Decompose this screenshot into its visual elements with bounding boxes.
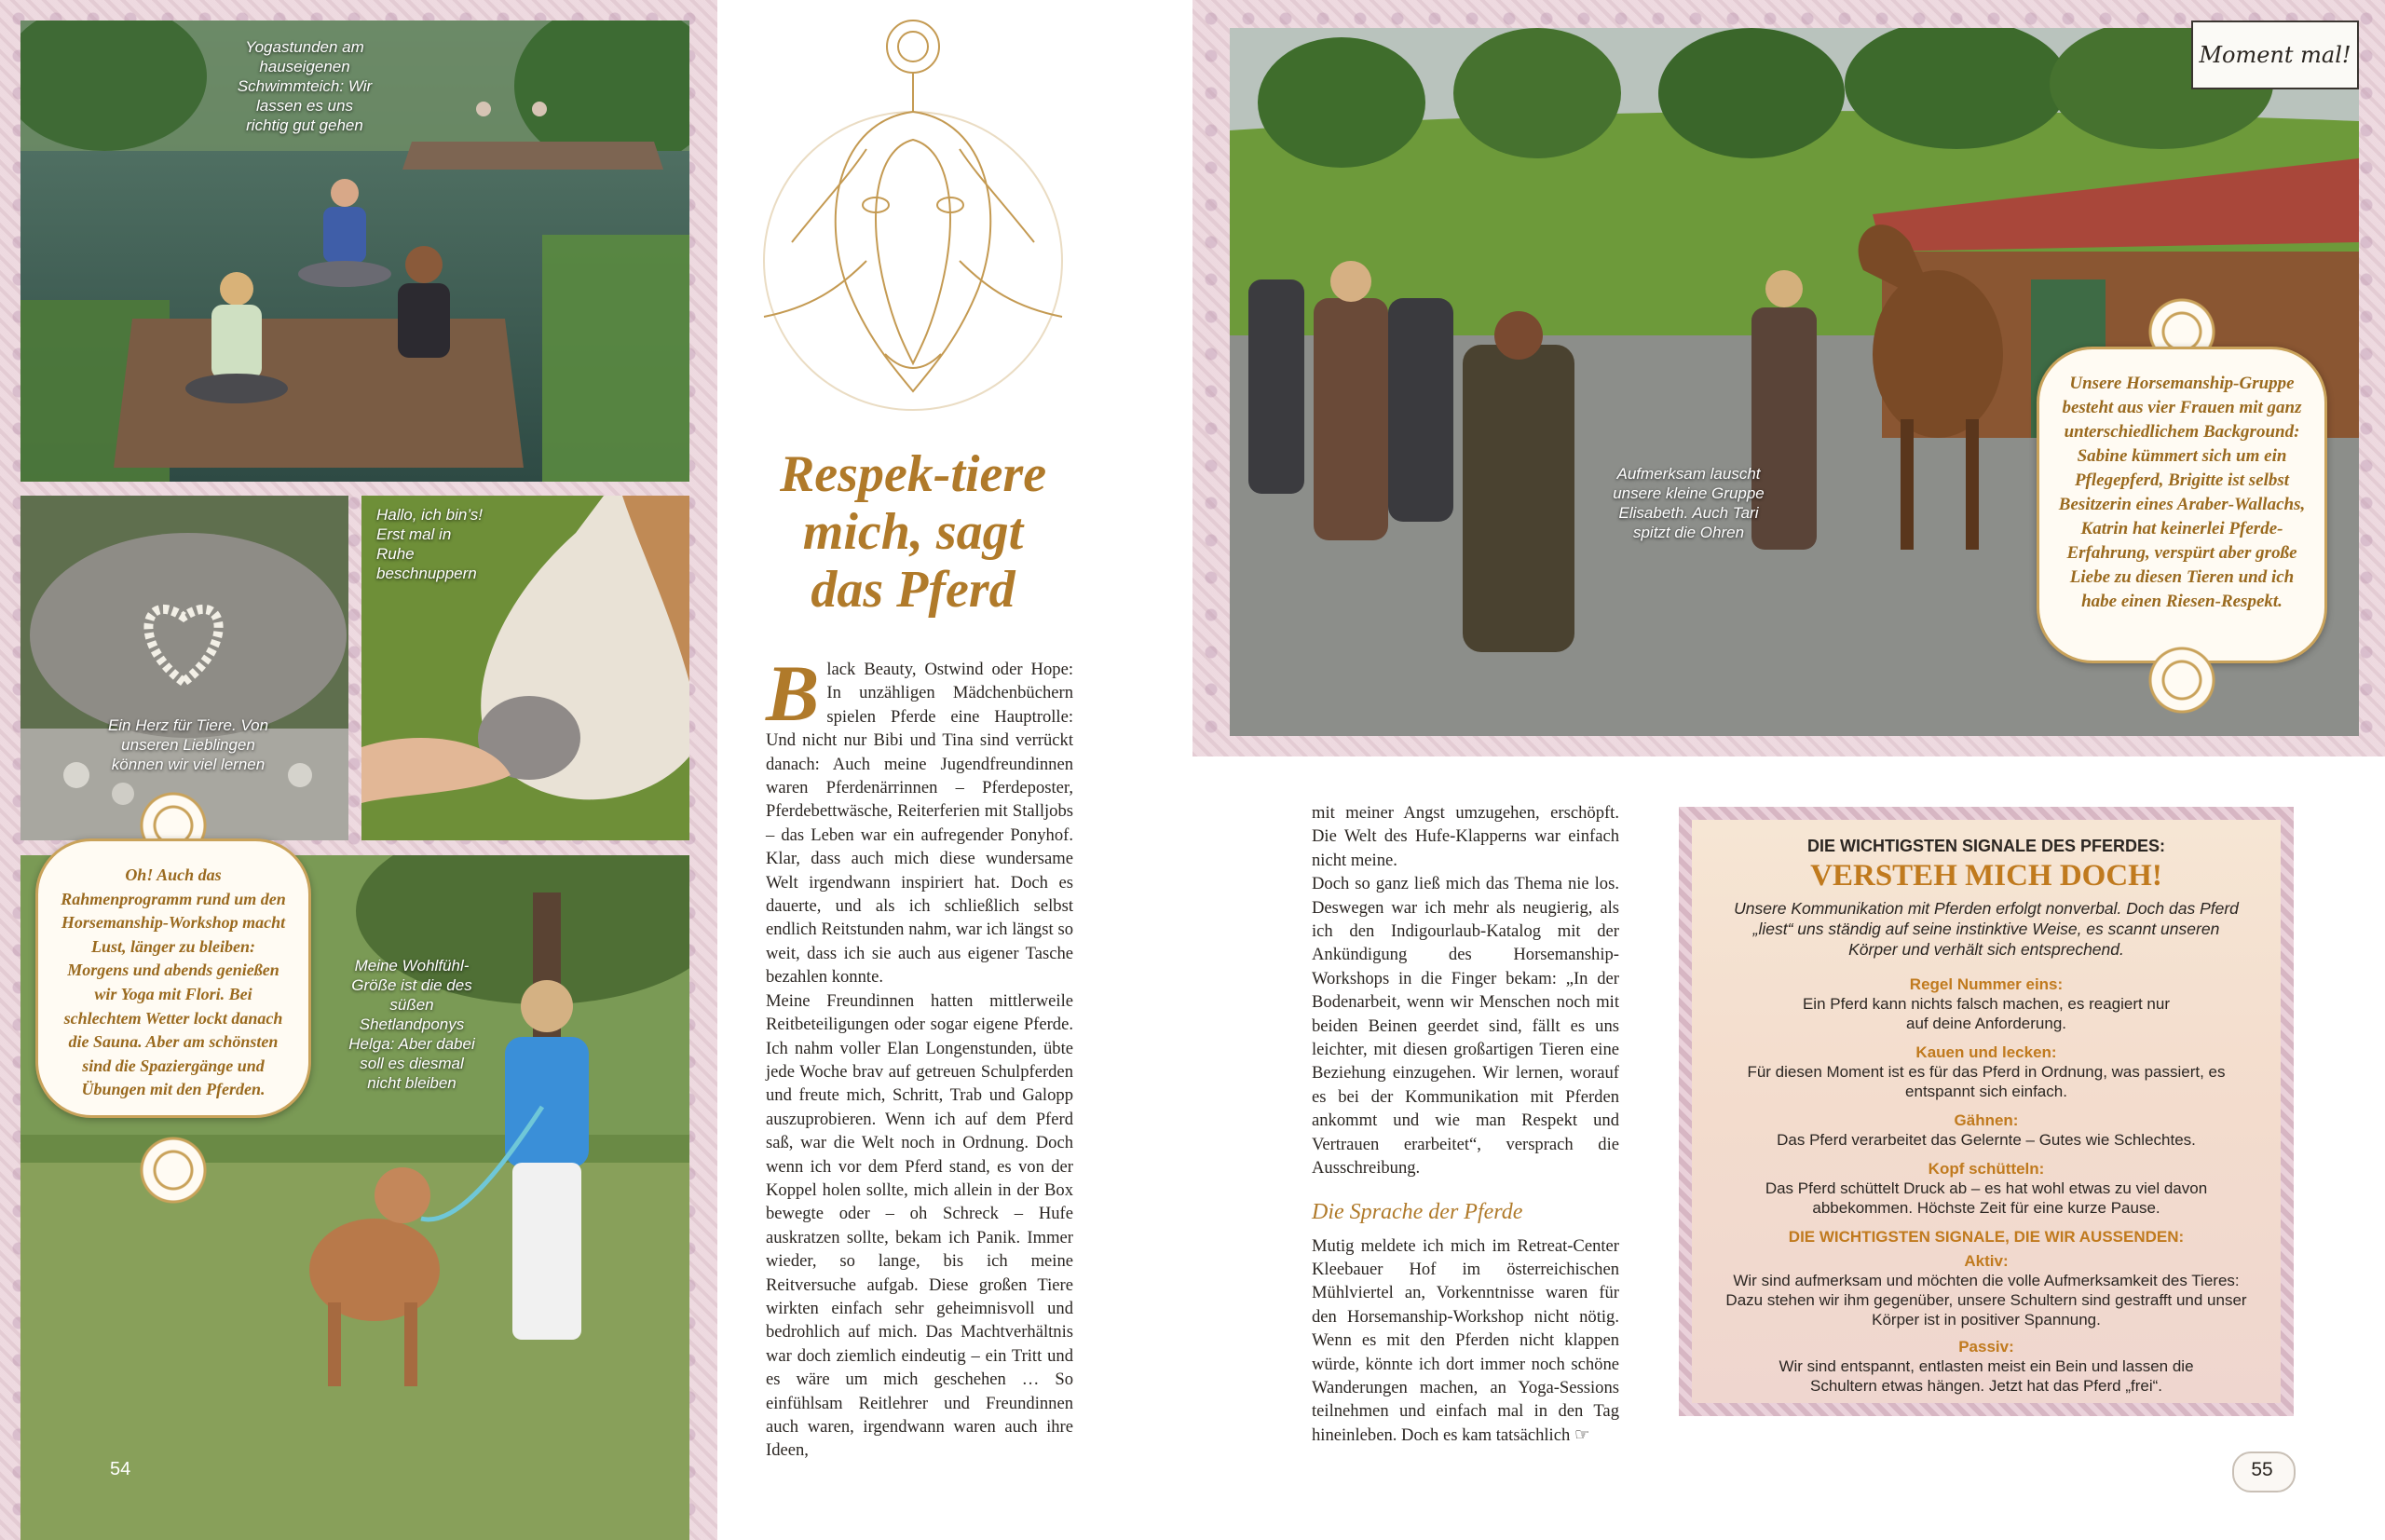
headline-line-1: Respek-tiere: [779, 445, 1047, 503]
signal-block-3: [1709, 1111, 2264, 1150]
signal-block-4: [1709, 1159, 2264, 1218]
continue-arrow-icon: ☞: [1574, 1424, 1590, 1445]
signal-heading-4: Kopf schütteln:: [1928, 1160, 2045, 1178]
page-number-left: 54: [110, 1459, 131, 1479]
left-info-bubble: [35, 838, 311, 1118]
info-box-kicker: DIE WICHTIGSTEN SIGNALE DES PFERDES:: [1806, 837, 2166, 855]
signal-text-1: Ein Pferd kann nichts falsch machen, es reagiert nur auf deine Anforderung.: [1802, 995, 2171, 1032]
col1-lead-paragraph: lack Beauty, Ostwind oder Hope: In unzähligen Mädchenbüchern spielen Pferde eine Hauptrolle: Und nicht nur Bibi und Tina sind verrückt danach: Auch meine Jugendfreundinnen waren Pferdenärrinnen – Pferdeposter, Pferdebettwäsche, Reiterferien mit Stalljobs – das Leben war ein aufregender Ponyhof. Klar, dass auch mich diese wundersame Welt irgendwann inspiriert hat. Doch es dauerte, und als ich schließlich selbst endlich Reitstunden nahm, war ich längst so weit, dass ich sie auch aus eigener Tasche bezahlen konnte.: [766, 660, 1073, 988]
signal-text-3: Das Pferd verarbeitet das Gelernte – Gutes wie Schlechtes.: [1777, 1131, 2196, 1149]
signals-info-box: [1679, 807, 2294, 1416]
article-column-1: [766, 648, 1073, 1463]
page-number-right: 55: [2251, 1459, 2273, 1480]
info-box-section-2-heading: DIE WICHTIGSTEN SIGNALE, DIE WIR AUSSENDEN:: [1788, 1228, 2185, 1246]
right-bubble-mandala-bottom: [2145, 643, 2219, 717]
caption-pony: Meine Wohlfühl-Größe ist die des süßen Shetlandponys Helga: Aber dabei soll es diesmal nicht bleiben: [348, 957, 475, 1092]
right-info-bubble: [2037, 347, 2327, 663]
signal-text-6: Wir sind entspannt, entlasten meist ein Bein und lassen die Schultern etwas hängen. Jetzt hat das Pferd „frei“.: [1779, 1357, 2194, 1395]
caption-heart: Ein Herz für Tiere. Von unseren Lieblingen können wir viel lernen: [107, 716, 269, 773]
signal-block-5: [1709, 1251, 2264, 1329]
signal-block-6: [1709, 1337, 2264, 1396]
col1-paragraph-2: Meine Freundinnen hatten mittlerweile Reitbeteiligungen oder sogar eigene Pferde. Ich nahm voller Elan Longenstunden, übte jede Woche brav auf getreuen Schulpferden und freute mich, Schritt, Trab und Galopp auszuprobieren. Wenn ich auf dem Pferd saß, war die Welt noch in Ordnung. Doch wenn ich vor dem Pferd stand, es von der Koppel holen sollte, mich allein in der Box bewegte oder – oh Schreck – Hufe auskratzen sollte, bekam ich Panik. Immer wieder, so lange, bis ich meine Reitversuche aufgab. Diese großen Tiere wirkten einfach sehr geheimnisvoll und bedrohlich auf mich. Das Machtverhältnis war doch ziemlich eindeutig – ein Tritt und es wäre um mich geschehen … So einfühlsam Reitlehrer und Freundinnen auch waren, irgendwann waren auch ihre Ideen,: [766, 990, 1073, 1461]
col2-paragraph-2: Doch so ganz ließ mich das Thema nie los. Deswegen war ich mehr als neugierig, als ich den Indigourlaub-Katalog mit der Ankündigung des Horsemanship-Workshops in die Finger bekam: „In der Bodenarbeit, wenn wir Menschen noch mit beiden Beinen geerdet sind, fällt es uns leichter, mit diesen großartigen Tieren eine Beziehung einzugehen. Wir lernen, worauf es bei der Kommunikation mit Pferden ankommt und wie man Respekt und Vertrauen erarbeitet“, versprach die Ausschreibung.: [1312, 874, 1619, 1179]
article-subhead: Die Sprache der Pferde: [1312, 1199, 1523, 1224]
article-column-2: [1312, 801, 1619, 1447]
horse-mandala-illustration: [736, 9, 1090, 438]
horse-mandala-icon: [736, 9, 1090, 438]
col2-paragraph-3: [1312, 1234, 1619, 1448]
signal-text-4: Das Pferd schüttelt Druck ab – es hat wohl etwas zu viel davon abbekommen. Höchste Zeit für eine kurze Pause.: [1765, 1179, 2208, 1217]
col2-paragraph-1: mit meiner Angst umzugehen, erschöpft. Die Welt des Hufe-Klapperns war einfach nicht meine.: [1312, 803, 1619, 870]
photo-yoga-pond: [20, 20, 689, 482]
signal-block-1: [1709, 974, 2264, 1033]
signal-text-5: Wir sind aufmerksam und möchten die volle Aufmerksamkeit des Tieres: Dazu stehen wir ihm gegenüber, unsere Schultern sind gestrafft und unser Körper ist in positiver Spannung.: [1725, 1272, 2247, 1329]
photo-horse-nose: [361, 496, 689, 840]
left-bubble-mandala-bottom: [138, 1135, 209, 1206]
info-box-intro: Unsere Kommunikation mit Pferden erfolgt nonverbal. Doch das Pferd „liest“ uns ständig auf seine instinktive Weise, es scannt unseren Körper und verhält sich entsprechend.: [1734, 899, 2239, 959]
headline-line-3: das Pferd: [811, 561, 1015, 619]
article-headline: [736, 445, 1090, 619]
drop-cap: B: [766, 648, 820, 738]
caption-yoga: Yogastunden am hauseigenen Schwimmteich: Wir lassen es uns richtig gut gehen: [237, 38, 373, 134]
left-bubble-text: Oh! Auch das Rahmenprogramm rund um den Horsemanship-Workshop macht Lust, länger zu bleiben: Morgens und abends genießen wir Yoga mit Flori. Bei schlechtem Wetter lockt danach die Sauna. Aber am schönsten sind die Spaziergänge und Übungen mit den Pferden.: [61, 865, 286, 1099]
signal-heading-2: Kauen und lecken:: [1915, 1043, 2057, 1061]
moment-mal-badge: [2191, 20, 2359, 89]
heart-stones-image: [20, 496, 348, 840]
photo-heart-stones: [20, 496, 348, 840]
signal-text-2: Für diesen Moment ist es für das Pferd in Ordnung, was passiert, es entspannt sich einfach.: [1747, 1063, 2226, 1100]
right-bubble-text: Unsere Horsemanship-Gruppe besteht aus vier Frauen mit ganz unterschiedlichem Background: Sabine kümmert sich um ein Pflegepferd, Brigitte ist selbst Besitzerin eines Araber-Wallachs, Katrin hat keinerlei Pferde-Erfahrung, verspürt aber große Liebe zu diesen Tieren und ich habe einen Riesen-Respekt.: [2058, 374, 2306, 611]
moment-mal-text: Moment mal!: [2199, 42, 2351, 68]
headline-line-2: mich, sagt: [802, 503, 1024, 561]
signal-heading-6: Passiv:: [1958, 1338, 2014, 1356]
col2-paragraph-3-text: Mutig meldete ich mich im Retreat-Center Kleebauer Hof im österreichischen Mühlviertel an, Vorkenntnisse waren für den Horsemanship-Workshop nicht nötig. Wenn es mit den Pferden nicht klappen würde, könnte ich dort immer noch schöne Wanderungen machen, an Yoga-Sessions teilnehmen und einfach mal in den Tag hineinleben. Doch es kam tatsächlich: [1312, 1235, 1619, 1445]
caption-hello: Hallo, ich bin’s! Erst mal in Ruhe beschnuppern: [376, 506, 484, 582]
signal-heading-5: Aktiv:: [1964, 1252, 2009, 1270]
signal-block-2: [1709, 1043, 2264, 1101]
signal-heading-3: Gähnen:: [1954, 1111, 2019, 1129]
signal-heading-1: Regel Nummer eins:: [1909, 975, 2064, 993]
caption-group: Aufmerksam lauscht unsere kleine Gruppe Elisabeth. Auch Tari spitzt die Ohren: [1613, 465, 1765, 541]
info-box-title: VERSTEH MICH DOCH!: [1810, 859, 2162, 893]
